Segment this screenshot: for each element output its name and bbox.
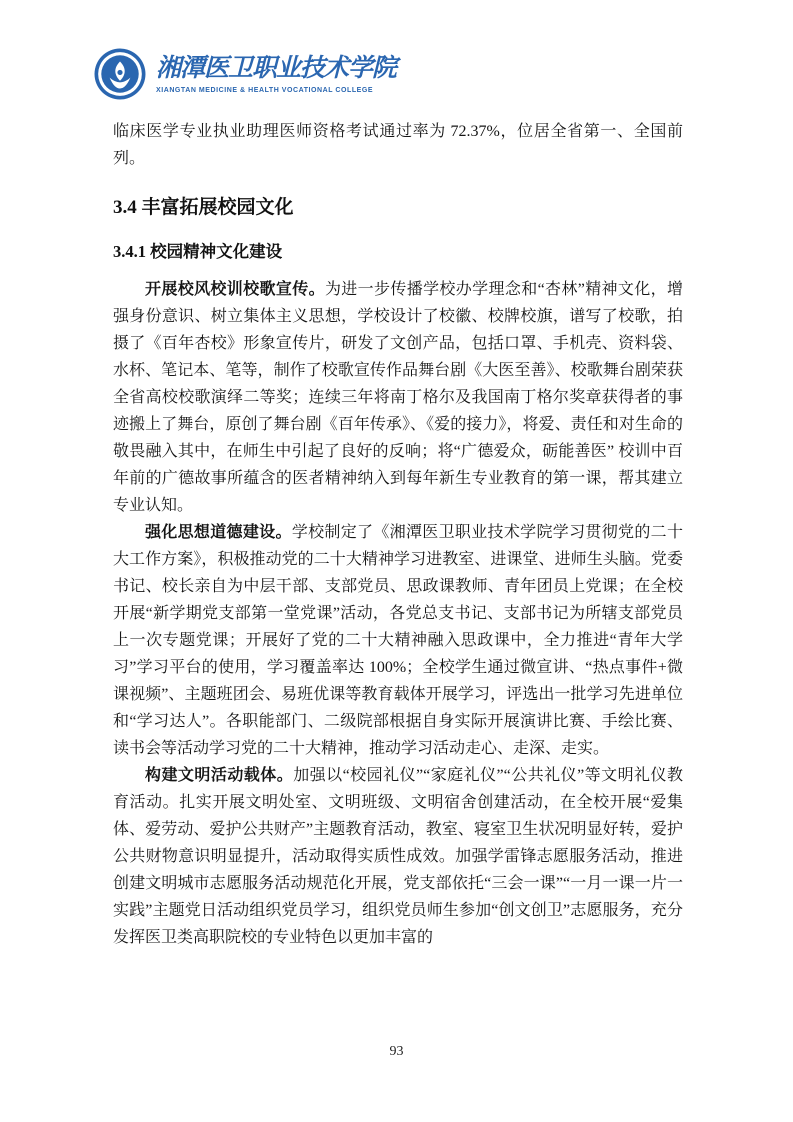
section-heading: 3.4 丰富拓展校园文化 [113, 197, 294, 218]
paragraph-3-text: 加强以“校园礼仪”“家庭礼仪”“公共礼仪”等文明礼仪教育活动。扎实开展文明处室、文明班级、文明宿舍创建活动，在全校开展“爱集体、爱劳动、爱护公共财产”主题教育活动，教室、寝室卫生状况明显好转，爱护公共财物意识明显提升，活动取得实质性成效。加强学雷锋志愿服务活动，推进创建文明城市志愿服务活动规范化开展，党支部依托“三会一课”“一月一课一片一实践”主题党日活动组织党员学习，组织党员师生参加“创文创卫”志愿服务，充分发挥医卫类高职院校的专业特色以更加丰富的 [113, 767, 683, 946]
page-number: 93 [389, 1044, 404, 1059]
paragraph-2-lead: 强化思想道德建设。 [145, 524, 292, 541]
intro-paragraph: 临床医学专业执业助理医师资格考试通过率为 72.37%，位居全省第一、全国前列。 [113, 123, 683, 167]
college-name-zh: 湘潭医卫职业技术学院 [156, 55, 397, 82]
document-body [113, 118, 683, 951]
paragraph-campus-culture-promotion [113, 276, 683, 519]
paragraph-3-lead: 构建文明活动载体。 [145, 767, 294, 784]
college-name-en: XIANGTAN MEDICINE & HEALTH VOCATIONAL COLLEGE [156, 87, 374, 94]
paragraph-2-text: 学校制定了《湘潭医卫职业技术学院学习贯彻党的二十大工作方案》，积极推动党的二十大精神学习进教室、进课堂、进师生头脑。党委书记、校长亲自为中层干部、支部党员、思政课教师、青年团员上党课；在全校开展“新学期党支部第一堂党课”活动，各党总支书记、支部书记为所辖支部党员上一次专题党课；开展好了党的二十大精神融入思政课中，全力推进“青年大学习”学习平台的使用，学习覆盖率达 100%；全校学生通过微宣讲、“热点事件+微课视频”、主题班团会、易班优课等教育载体开展学习，评选出一批学习先进单位和“学习达人”。各职能部门、二级院部根据自身实际开展演讲比赛、手绘比赛、读书会等活动学习党的二十大精神，推动学习活动走心、走深、走实。 [113, 524, 683, 757]
subsection-heading: 3.4.1 校园精神文化建设 [113, 242, 283, 261]
college-logo-icon [94, 48, 146, 100]
page-footer [0, 1042, 793, 1060]
paragraph-1-lead: 开展校风校训校歌宣传。 [145, 281, 325, 298]
paragraph-civilized-activity-carrier [113, 762, 683, 951]
paragraph-ideological-moral-building [113, 519, 683, 762]
paragraph-1-text: 为进一步传播学校办学理念和“杏林”精神文化，增强身份意识、树立集体主义思想，学校设计了校徽、校牌校旗，谱写了校歌，拍摄了《百年杏校》形象宣传片，研发了文创产品，包括口罩、手机壳、资料袋、水杯、笔记本、笔等，制作了校歌宣传作品舞台剧《大医至善》、校歌舞台剧荣获全省高校校歌演绎二等奖；连续三年将南丁格尔及我国南丁格尔奖章获得者的事迹搬上了舞台，原创了舞台剧《百年传承》、《爱的接力》，将爱、责任和对生命的敬畏融入其中，在师生中引起了良好的反响；将“广德爱众，砺能善医” 校训中百年前的广德故事所蕴含的医者精神纳入到每年新生专业教育的第一课，帮其建立专业认知。 [113, 281, 683, 514]
college-logo [94, 48, 396, 100]
college-name-block [156, 54, 396, 94]
